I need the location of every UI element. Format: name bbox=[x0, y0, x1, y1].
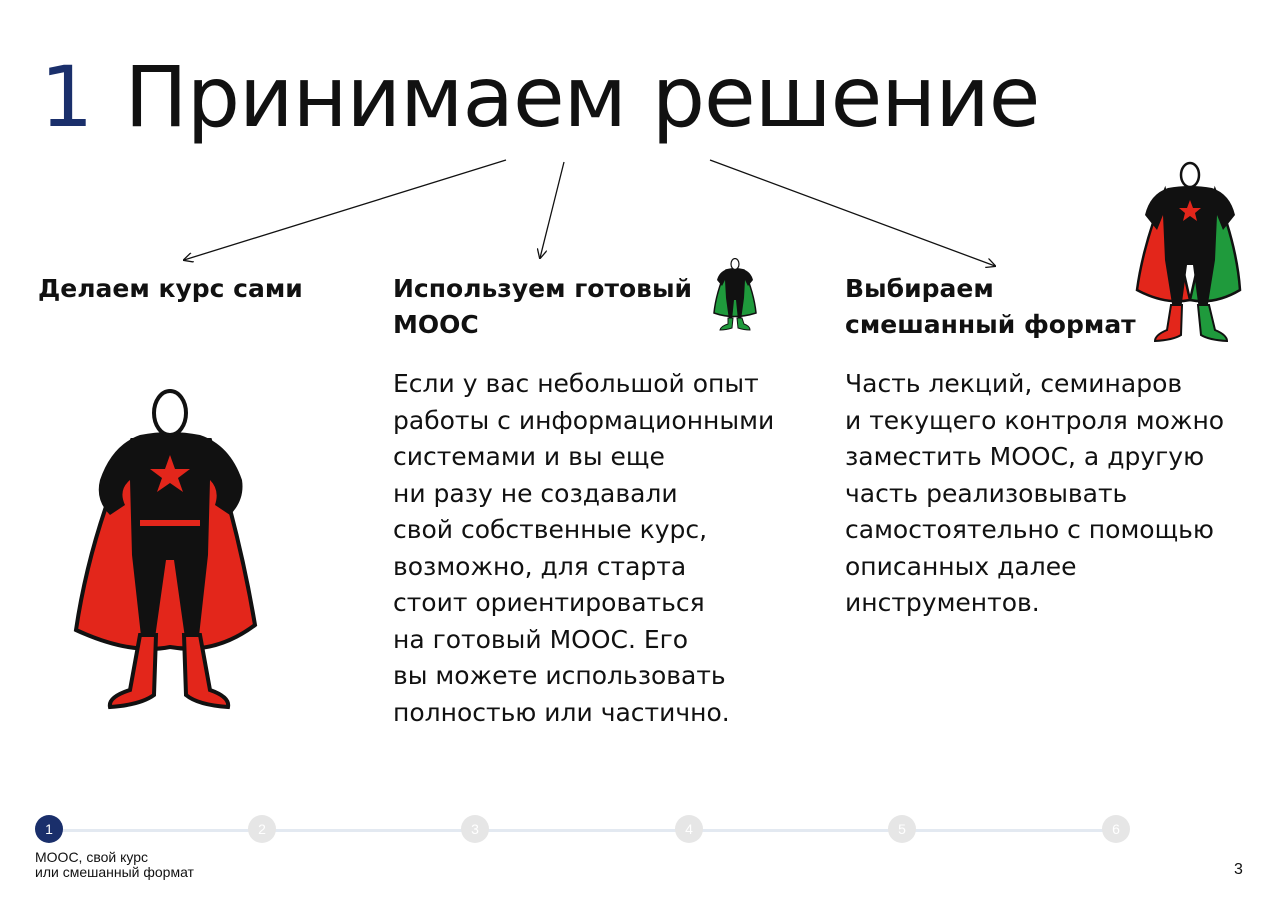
hero-green-illustration bbox=[712, 258, 758, 332]
heading-ready-mooc: Используем готовый МООС bbox=[393, 274, 693, 339]
heading-self-course: Делаем курс сами bbox=[38, 274, 303, 303]
step-4[interactable]: 4 bbox=[675, 815, 703, 843]
section-number: 1 bbox=[40, 48, 92, 146]
step-5[interactable]: 5 bbox=[888, 815, 916, 843]
page-number: 3 bbox=[1234, 861, 1243, 878]
arrow-to-mixed bbox=[710, 160, 995, 266]
hero-red-illustration bbox=[70, 385, 270, 720]
step-6[interactable]: 6 bbox=[1102, 815, 1130, 843]
heading-mixed-format: Выбираем смешанный формат bbox=[845, 274, 1136, 339]
step-1[interactable]: 1 bbox=[35, 815, 63, 843]
step-2[interactable]: 2 bbox=[248, 815, 276, 843]
body-mixed-format: Часть лекций, семинаров и текущего контроля можно заместить МООС, а другую часть реализовывать самостоятельно с помощью описанных далее инструментов. bbox=[845, 369, 1225, 617]
title-text: Принимаем решение bbox=[124, 48, 1040, 146]
step-3[interactable]: 3 bbox=[461, 815, 489, 843]
body-ready-mooc: Если у вас небольшой опыт работы с информационными системами и вы еще ни разу не создавали свой собственные курс, возможно, для старта стоит ориентироваться на готовый МООС. Его вы можете использовать полностью или частично. bbox=[393, 369, 775, 727]
progress-track bbox=[48, 829, 1116, 832]
arrow-to-self bbox=[184, 160, 506, 260]
decision-arrows bbox=[0, 0, 1280, 300]
arrow-to-mooc bbox=[540, 162, 564, 258]
step-caption: МООС, свой курс или смешанный формат bbox=[35, 849, 194, 880]
hero-mixed-illustration bbox=[1135, 160, 1245, 345]
